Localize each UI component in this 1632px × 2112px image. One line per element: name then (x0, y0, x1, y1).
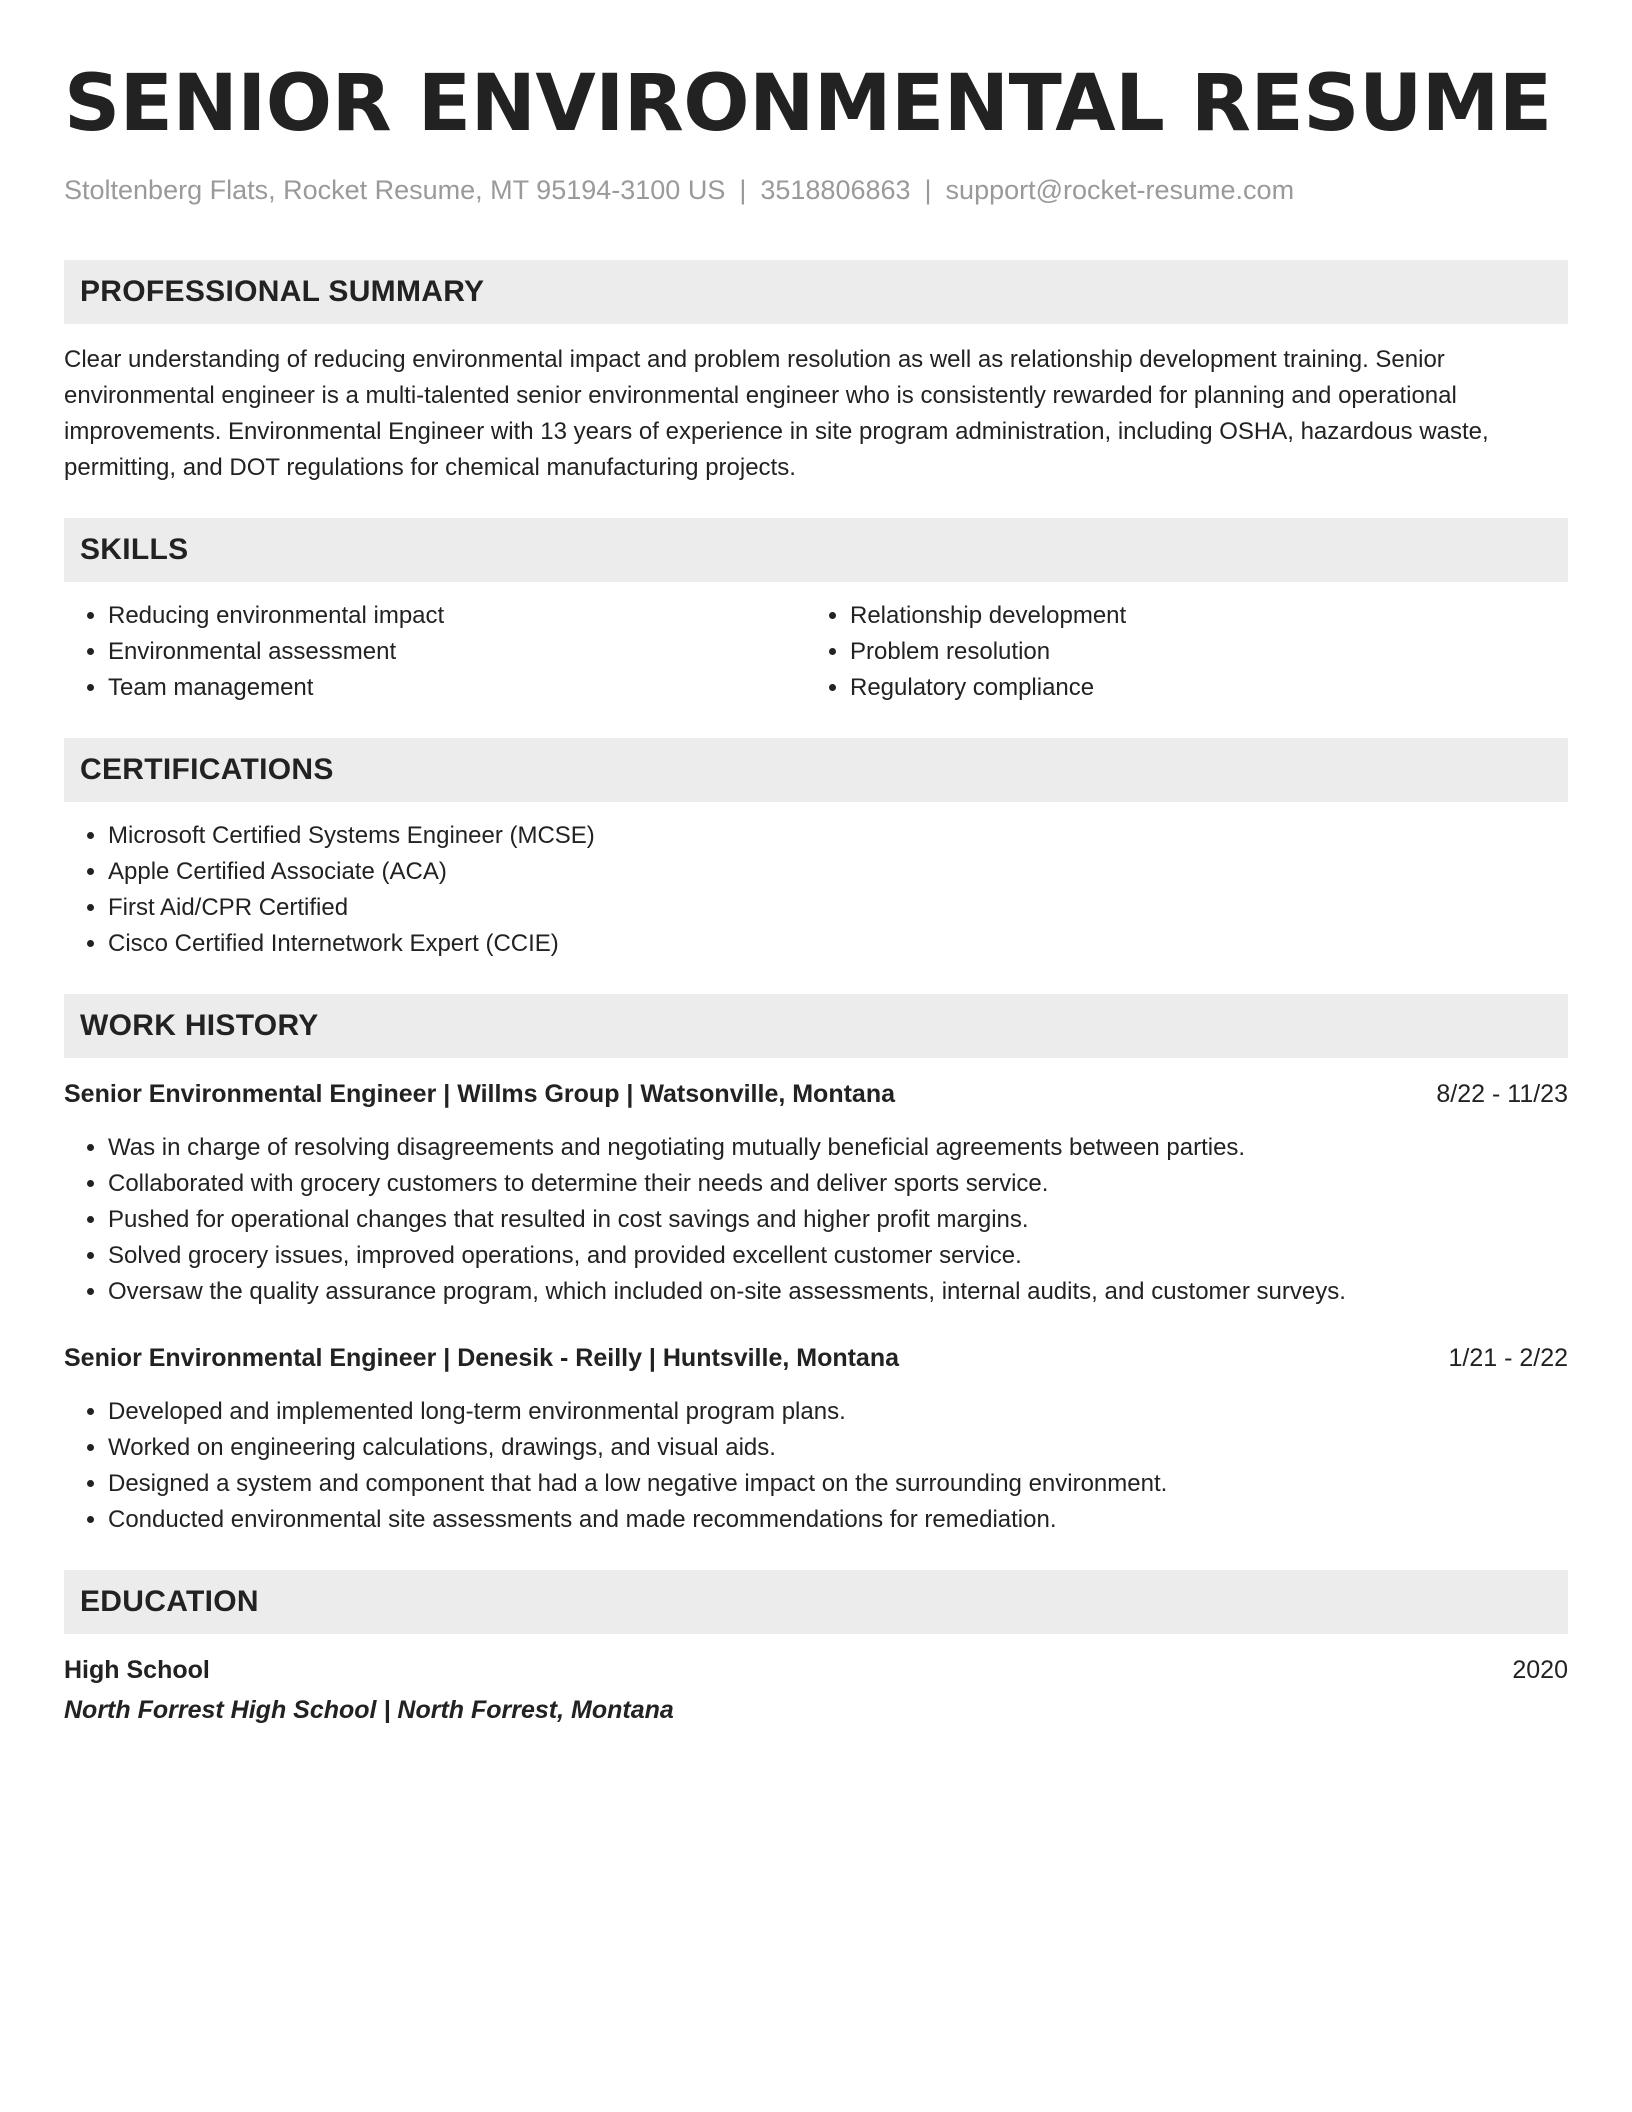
job-entry (64, 1340, 1568, 1538)
section-header-skills: SKILLS (64, 518, 1568, 582)
job-bullet: • Oversaw the quality assurance program, which included on-site assessments, internal audits, and customer surveys. (108, 1274, 1568, 1310)
education-school: North Forrest High School | North Forrest, Montana (64, 1696, 674, 1724)
skill-item: • Environmental assessment (108, 634, 806, 670)
job-bullet: • Was in charge of resolving disagreements and negotiating mutually beneficial agreements between parties. (108, 1130, 1568, 1166)
job-bullet: • Designed a system and component that had a low negative impact on the surrounding environment. (108, 1466, 1568, 1502)
job-header (64, 1076, 1568, 1112)
contact-address: Stoltenberg Flats, Rocket Resume, MT 95194-3100 US (64, 175, 726, 205)
job-entry (64, 1076, 1568, 1310)
job-dates: 8/22 - 11/23 (1436, 1080, 1568, 1108)
skills-list-right (806, 598, 1548, 706)
education-entry (64, 1652, 1568, 1728)
certification-item: • Microsoft Certified Systems Engineer (MCSE) (108, 818, 1568, 854)
certification-item: • Apple Certified Associate (ACA) (108, 854, 1568, 890)
skill-item: • Team management (108, 670, 806, 706)
skill-item: • Regulatory compliance (850, 670, 1548, 706)
education-header (64, 1652, 1568, 1688)
section-header-education: EDUCATION (64, 1570, 1568, 1634)
job-header (64, 1340, 1568, 1376)
contact-separator: | (739, 175, 747, 205)
job-title: Senior Environmental Engineer | Denesik - Reilly | Huntsville, Montana (64, 1344, 900, 1372)
job-bullet: • Worked on engineering calculations, drawings, and visual aids. (108, 1430, 1568, 1466)
job-bullet: • Collaborated with grocery customers to determine their needs and deliver sports service. (108, 1166, 1568, 1202)
job-bullet: • Developed and implemented long-term environmental program plans. (108, 1394, 1568, 1430)
resume-title: SENIOR ENVIRONMENTAL RESUME (64, 59, 1552, 149)
contact-separator: | (924, 175, 932, 205)
section-header-certifications: CERTIFICATIONS (64, 738, 1568, 802)
skills-grid (64, 582, 1568, 706)
job-bullet: • Solved grocery issues, improved operations, and provided excellent customer service. (108, 1238, 1568, 1274)
skills-list-left (64, 598, 806, 706)
education-degree: High School (64, 1656, 210, 1684)
section-header-work-history: WORK HISTORY (64, 994, 1568, 1058)
education-year: 2020 (1512, 1656, 1568, 1684)
job-dates: 1/21 - 2/22 (1448, 1344, 1568, 1372)
job-bullet: • Conducted environmental site assessments and made recommendations for remediation. (108, 1502, 1568, 1538)
certifications-list (64, 818, 1568, 962)
skill-item: • Reducing environmental impact (108, 598, 806, 634)
job-title: Senior Environmental Engineer | Willms Group | Watsonville, Montana (64, 1080, 896, 1108)
contact-phone: 3518806863 (760, 175, 911, 205)
certification-item: • First Aid/CPR Certified (108, 890, 1568, 926)
job-bullets (64, 1394, 1568, 1538)
contact-email: support@rocket-resume.com (945, 175, 1295, 205)
job-bullet: • Pushed for operational changes that resulted in cost savings and higher profit margins. (108, 1202, 1568, 1238)
skill-item: • Problem resolution (850, 634, 1548, 670)
summary-text: Clear understanding of reducing environmental impact and problem resolution as well as relationship development training. Senior environmental engineer is a multi-talented senior environmental engineer who is consistently rewarded for planning and operational improvements. Environmental Engineer with 13 years of experience in site program administration, including OSHA, hazardous waste, permitting, and DOT regulations for chemical manufacturing projects. (64, 346, 1489, 481)
section-header-summary: PROFESSIONAL SUMMARY (64, 260, 1568, 324)
contact-line (64, 172, 1568, 208)
certification-item: • Cisco Certified Internetwork Expert (CCIE) (108, 926, 1568, 962)
job-bullets (64, 1130, 1568, 1310)
skill-item: • Relationship development (850, 598, 1548, 634)
